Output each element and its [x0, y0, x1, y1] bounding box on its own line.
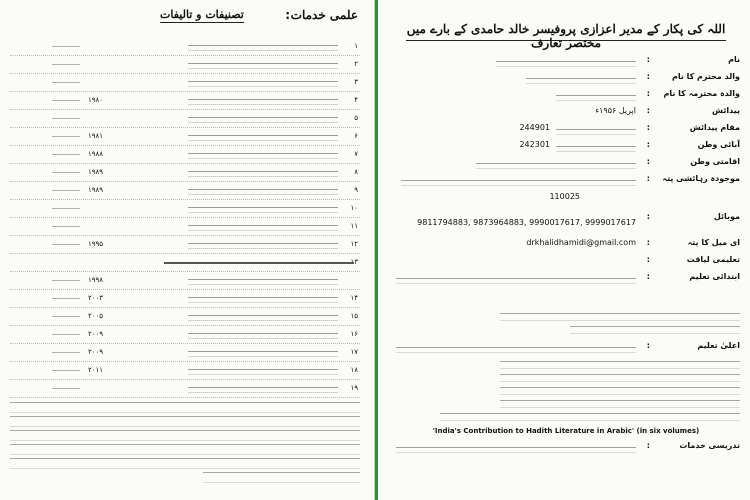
- profile-value: 244901: [519, 123, 550, 132]
- profile-label: اعلیٰ تعلیم: [697, 341, 740, 350]
- publication-text: [188, 243, 338, 249]
- publication-place: [46, 92, 86, 109]
- publication-item: [10, 236, 360, 254]
- publication-text: [188, 351, 338, 357]
- profile-label: والدہ محترمہ کا نام: [663, 89, 740, 98]
- publication-item: [10, 380, 360, 398]
- publication-year: ۱۹۸۰: [88, 96, 104, 104]
- profile-value: 242301: [519, 140, 550, 149]
- publication-number: ۱۴: [350, 294, 358, 302]
- teaching-value: [396, 447, 636, 453]
- profile-value: [396, 347, 636, 353]
- publication-number: ۳: [354, 78, 358, 86]
- book-title: 'India's Contribution to Hadith Literature in Arabic' (in six volumes): [432, 427, 700, 435]
- publication-text: [188, 63, 338, 69]
- publication-year: ۲۰۰۹: [88, 330, 104, 338]
- profile-row: والد محترم کا نام :: [392, 70, 740, 87]
- publication-place: [46, 146, 86, 163]
- publication-number: ۶: [354, 132, 358, 140]
- publication-item: [10, 110, 360, 128]
- profile-label: موجودہ رہائشی پتہ: [662, 174, 740, 183]
- publication-place: [46, 272, 86, 289]
- publication-number: ۹: [354, 186, 358, 194]
- publication-item: [10, 362, 360, 380]
- profile-label: والد محترم کا نام: [671, 72, 740, 81]
- profile-value: 9811794883, 9873964883, 9990017617, 9999017617: [417, 218, 636, 227]
- profile-row: ابتدائی تعلیم :: [392, 270, 740, 308]
- profile-value: 110025: [549, 192, 580, 201]
- publication-text: [188, 171, 338, 177]
- publication-year: ۲۰۰۹: [88, 348, 104, 356]
- publication-year: ۱۹۸۹: [88, 186, 104, 194]
- publication-year: ۱۹۸۸: [88, 150, 104, 158]
- publication-item: [10, 200, 360, 218]
- publication-place: [46, 182, 86, 199]
- publication-year: ۲۰۰۳: [88, 294, 104, 302]
- publication-text: [188, 45, 338, 51]
- publication-text: [188, 297, 338, 303]
- publication-item: [10, 56, 360, 74]
- publication-item: [10, 326, 360, 344]
- profile-label: اقامتی وطن: [690, 157, 740, 166]
- publication-place: [46, 380, 86, 397]
- publication-place: [46, 326, 86, 343]
- publication-text: [188, 315, 338, 321]
- profile-label: ای میل کا پتہ: [687, 238, 740, 247]
- publication-number: ۱۵: [350, 312, 358, 320]
- publication-item: [10, 290, 360, 308]
- teaching-row: تدریسی خدمات :: [392, 439, 740, 456]
- teaching-label: تدریسی خدمات: [679, 441, 740, 450]
- profile-row: مقام پیدائش : 244901: [392, 121, 740, 138]
- publication-item: [10, 344, 360, 362]
- publication-place: [46, 200, 86, 217]
- publication-number: ۱۶: [350, 330, 358, 338]
- publication-number: ۵: [354, 114, 358, 122]
- publication-item: [10, 272, 360, 290]
- publication-item: [10, 308, 360, 326]
- publication-text: [188, 189, 338, 195]
- publication-item: [10, 182, 360, 200]
- profile-title: اللہ کی پکار کے مدیر اعزازی پروفیسر خالد حامدی کے بارے میں مختصر تعارف: [406, 22, 726, 50]
- publication-item: [10, 164, 360, 182]
- publication-text: [188, 333, 338, 339]
- publication-item: [10, 146, 360, 164]
- profile-row: والدہ محترمہ کا نام :: [392, 87, 740, 104]
- profile-label: پیدائش: [712, 106, 740, 115]
- publication-text: [188, 99, 338, 105]
- publication-text: [188, 207, 338, 213]
- publication-item: [10, 128, 360, 146]
- publication-number: ۱: [354, 42, 358, 50]
- publication-item: [10, 218, 360, 236]
- profile-value: [556, 95, 636, 101]
- left-page-header: [10, 6, 360, 36]
- publication-place: [46, 344, 86, 361]
- profile-label: موبائل: [713, 212, 740, 221]
- profile-label: مقام پیدائش: [689, 123, 740, 132]
- profile-label: ابتدائی تعلیم: [689, 272, 740, 281]
- section-title: علمی خدمات: [290, 8, 358, 22]
- profile-value: [476, 163, 636, 169]
- profile-row: اقامتی وطن :: [392, 155, 740, 172]
- section-colon: :: [285, 8, 290, 22]
- publication-year: ۱۹۸۹: [88, 168, 104, 176]
- profile-label: نام: [728, 55, 740, 64]
- publication-text: [188, 135, 338, 141]
- publication-number: ۱۳: [350, 258, 358, 266]
- profile-label: تعلیمی لیاقت: [686, 255, 740, 264]
- publication-year: ۱۹۹۵: [88, 240, 104, 248]
- profile-value: اپریل ۱۹۵۶ء: [595, 106, 636, 115]
- profile-row: نام :: [392, 53, 740, 70]
- publication-number: ۱۷: [350, 348, 358, 356]
- publication-item: [10, 38, 360, 56]
- publication-number: ۱۰: [350, 204, 358, 212]
- publication-number: ۱۲: [350, 240, 358, 248]
- profile-row: موبائل : 9811794883, 9873964883, 9990017617, 9999017617: [417, 212, 740, 227]
- publication-place: [46, 236, 86, 253]
- profile-value: [496, 61, 636, 67]
- publication-year: ۱۹۸۱: [88, 132, 104, 140]
- profile-value: drkhalidhamidi@gmail.com: [526, 238, 636, 247]
- publication-place: [46, 56, 86, 73]
- profile-row: آبائی وطن : 242301: [392, 138, 740, 155]
- publication-text: [164, 262, 354, 268]
- publication-text: [188, 153, 338, 159]
- profile-row: ای میل کا پتہ : drkhalidhamidi@gmail.com: [526, 238, 740, 247]
- publication-number: ۲: [354, 60, 358, 68]
- publication-place: [46, 74, 86, 91]
- profile-row: تعلیمی لیاقت :: [646, 255, 740, 264]
- profile-row: اعلیٰ تعلیم :: [392, 339, 740, 356]
- publication-number: ۱۸: [350, 366, 358, 374]
- profile-value: [396, 278, 636, 284]
- closing-paragraph: [10, 402, 360, 483]
- publication-number: ۴: [354, 96, 358, 104]
- publication-place: [46, 38, 86, 55]
- publication-place: [46, 128, 86, 145]
- profile-value: [526, 78, 636, 84]
- publication-place: [46, 290, 86, 307]
- publication-place: [46, 110, 86, 127]
- publication-series-heading: [10, 254, 360, 272]
- publication-place: [46, 164, 86, 181]
- publication-text: [188, 387, 338, 393]
- profile-row: موجودہ رہائشی پتہ : 110025: [392, 172, 740, 210]
- right-page: [378, 0, 750, 500]
- publications-list: [10, 38, 360, 398]
- publication-number: ۱۱: [350, 222, 358, 230]
- publication-number: ۱۹: [350, 384, 358, 392]
- publication-place: [46, 218, 86, 235]
- publication-text: [188, 369, 338, 375]
- publications-subtitle: تصنیفات و تالیفات: [160, 8, 244, 21]
- publication-text: [188, 225, 338, 231]
- publication-place: [46, 308, 86, 325]
- publication-number: ۸: [354, 168, 358, 176]
- publication-item: [10, 92, 360, 110]
- publication-text: [188, 81, 338, 87]
- publication-text: [188, 279, 338, 285]
- profile-row: پیدائش : اپریل ۱۹۵۶ء: [595, 106, 740, 115]
- publication-year: ۱۹۹۸: [88, 276, 104, 284]
- publication-item: [10, 74, 360, 92]
- publication-year: ۲۰۰۵: [88, 312, 104, 320]
- publication-text: [188, 117, 338, 123]
- publication-place: [46, 362, 86, 379]
- profile-label: آبائی وطن: [697, 140, 740, 149]
- publication-year: ۲۰۱۱: [88, 366, 104, 374]
- publication-number: ۷: [354, 150, 358, 158]
